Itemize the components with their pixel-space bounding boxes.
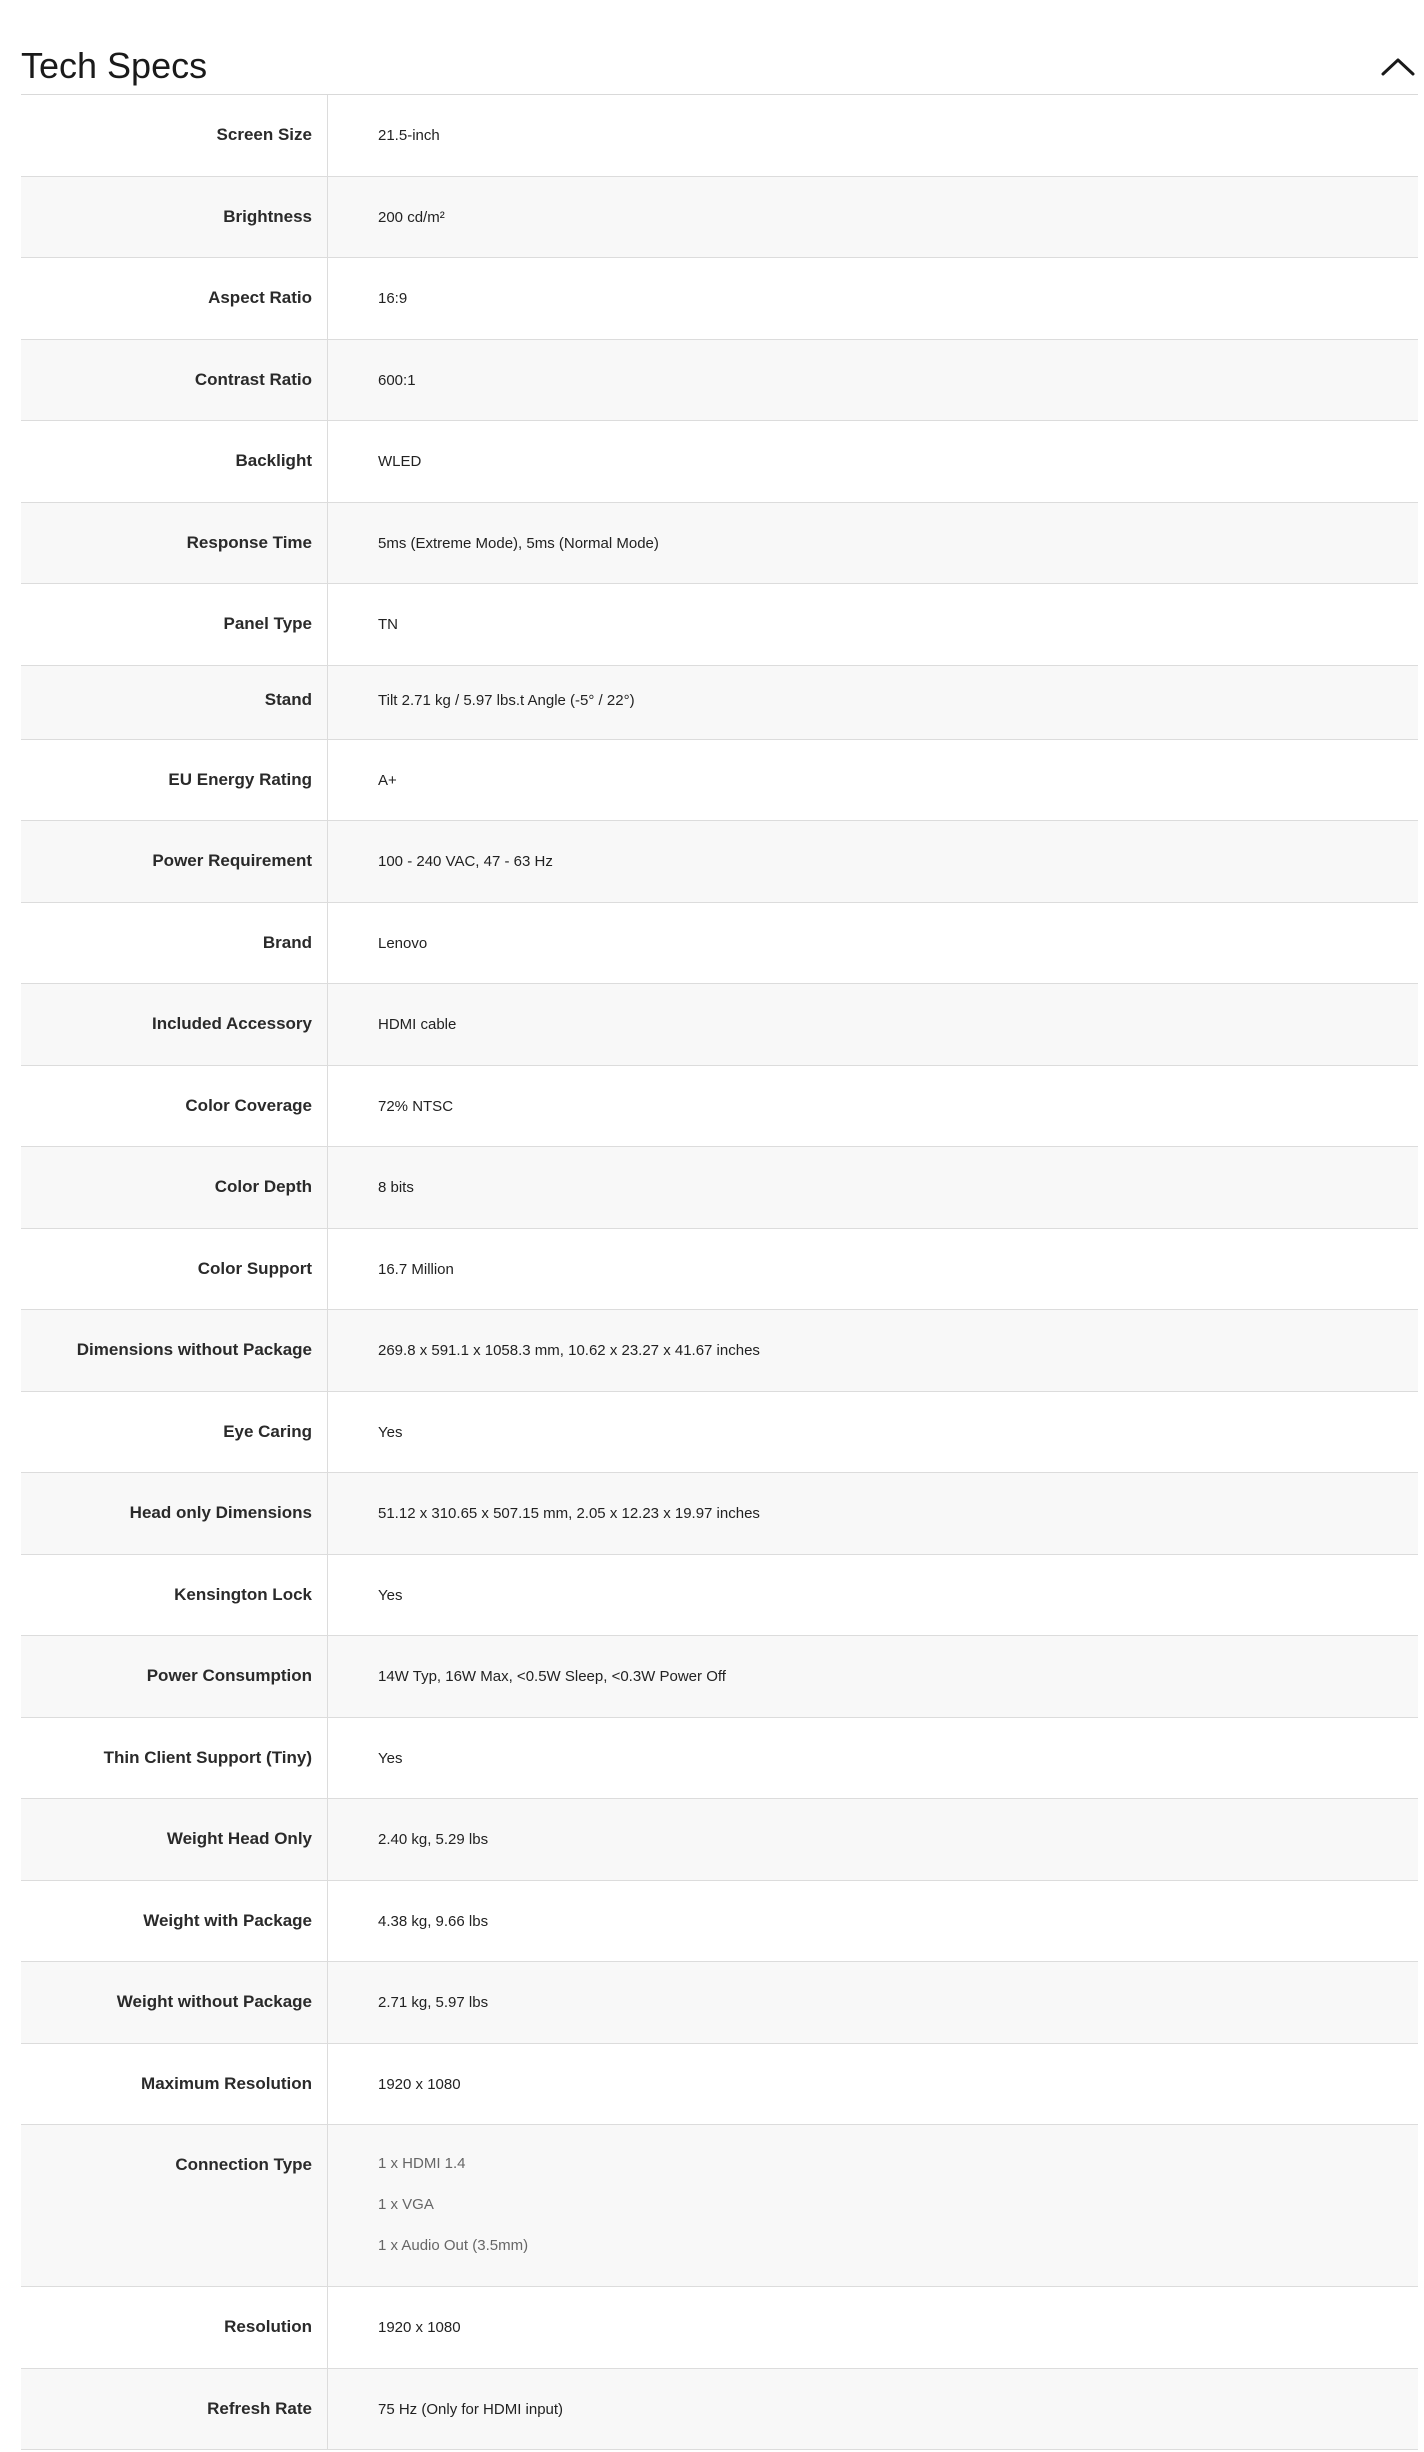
list-item: 1 x HDMI 1.4 bbox=[378, 2155, 466, 2172]
chevron-up-icon bbox=[1378, 50, 1418, 80]
spec-row bbox=[21, 177, 1418, 259]
spec-value: 200 cd/m² bbox=[378, 208, 445, 226]
spec-label: Backlight bbox=[21, 421, 328, 502]
connection-type-list bbox=[378, 2154, 1418, 2277]
spec-table bbox=[21, 95, 1418, 2450]
spec-label: Power Consumption bbox=[21, 1636, 328, 1717]
spec-label: Included Accessory bbox=[21, 984, 328, 1065]
spec-row bbox=[21, 1881, 1418, 1963]
spec-label: Weight without Package bbox=[21, 1962, 328, 2043]
spec-value: 75 Hz (Only for HDMI input) bbox=[378, 2400, 564, 2418]
spec-row bbox=[21, 1147, 1418, 1229]
spec-value: 1920 x 1080 bbox=[378, 2319, 461, 2336]
list-item: 1 x VGA bbox=[378, 2196, 434, 2213]
spec-value: 600:1 bbox=[378, 371, 416, 389]
spec-label: Brand bbox=[21, 903, 328, 984]
tech-specs-panel bbox=[21, 0, 1418, 2450]
spec-value: Tilt 2.71 kg / 5.97 lbs.t Angle (-5° / 22°) bbox=[378, 691, 635, 709]
spec-label: Kensington Lock bbox=[21, 1555, 328, 1636]
spec-value: 21.5-inch bbox=[378, 127, 440, 144]
spec-value: 72% NTSC bbox=[378, 1097, 454, 1115]
spec-value: 5ms (Extreme Mode), 5ms (Normal Mode) bbox=[378, 534, 659, 552]
spec-row bbox=[21, 1066, 1418, 1148]
spec-value-list-cell bbox=[328, 2125, 1418, 2286]
spec-value: 269.8 x 591.1 x 1058.3 mm, 10.62 x 23.27 x 41.67 inches bbox=[378, 1342, 760, 1359]
spec-row bbox=[21, 1473, 1418, 1555]
spec-label: Color Depth bbox=[21, 1147, 328, 1228]
spec-row bbox=[21, 666, 1418, 740]
spec-label: Color Coverage bbox=[21, 1066, 328, 1147]
spec-label: Resolution bbox=[21, 2287, 328, 2368]
spec-label: EU Energy Rating bbox=[21, 740, 328, 821]
spec-label: Thin Client Support (Tiny) bbox=[21, 1718, 328, 1799]
spec-row bbox=[21, 1718, 1418, 1800]
spec-row bbox=[21, 984, 1418, 1066]
spec-value: HDMI cable bbox=[378, 1016, 457, 1033]
spec-row bbox=[21, 2369, 1418, 2451]
spec-row bbox=[21, 1310, 1418, 1392]
spec-label: Stand bbox=[21, 666, 328, 739]
spec-label: Head only Dimensions bbox=[21, 1473, 328, 1554]
spec-value: Yes bbox=[378, 1749, 403, 1767]
spec-value: 16:9 bbox=[378, 290, 408, 307]
spec-row bbox=[21, 740, 1418, 822]
spec-label: Color Support bbox=[21, 1229, 328, 1310]
spec-row bbox=[21, 1962, 1418, 2044]
spec-row bbox=[21, 2125, 1418, 2287]
spec-row bbox=[21, 1555, 1418, 1637]
spec-value: 8 bits bbox=[378, 1179, 414, 1196]
spec-label: Dimensions without Package bbox=[21, 1310, 328, 1391]
spec-value: 4.38 kg, 9.66 lbs bbox=[378, 1912, 489, 1930]
spec-label: Panel Type bbox=[21, 584, 328, 665]
spec-row bbox=[21, 821, 1418, 903]
spec-row bbox=[21, 340, 1418, 422]
spec-value: 2.71 kg, 5.97 lbs bbox=[378, 1994, 489, 2011]
spec-value: WLED bbox=[378, 453, 422, 470]
spec-row bbox=[21, 584, 1418, 666]
spec-row bbox=[21, 1229, 1418, 1311]
spec-value: 2.40 kg, 5.29 lbs bbox=[378, 1831, 489, 1848]
spec-value: TN bbox=[378, 616, 398, 633]
spec-label: Response Time bbox=[21, 503, 328, 584]
spec-row bbox=[21, 2287, 1418, 2369]
spec-row bbox=[21, 1392, 1418, 1474]
spec-row bbox=[21, 95, 1418, 177]
spec-value: 16.7 Million bbox=[378, 1260, 454, 1278]
collapse-button[interactable] bbox=[1378, 50, 1418, 80]
spec-label: Aspect Ratio bbox=[21, 258, 328, 339]
spec-value: 51.12 x 310.65 x 507.15 mm, 2.05 x 12.23 x 19.97 inches bbox=[378, 1505, 760, 1522]
spec-value: 14W Typ, 16W Max, <0.5W Sleep, <0.3W Power Off bbox=[378, 1668, 726, 1685]
spec-label: Maximum Resolution bbox=[21, 2044, 328, 2125]
spec-row bbox=[21, 2044, 1418, 2126]
spec-label: Power Requirement bbox=[21, 821, 328, 902]
page-title: Tech Specs bbox=[21, 45, 208, 86]
spec-value: 1920 x 1080 bbox=[378, 2075, 461, 2093]
spec-label: Eye Caring bbox=[21, 1392, 328, 1473]
spec-value: Lenovo bbox=[378, 934, 428, 952]
spec-value: 100 - 240 VAC, 47 - 63 Hz bbox=[378, 853, 553, 870]
spec-value: Yes bbox=[378, 1586, 403, 1604]
spec-row bbox=[21, 421, 1418, 503]
spec-row bbox=[21, 1799, 1418, 1881]
spec-row bbox=[21, 1636, 1418, 1718]
spec-label: Connection Type bbox=[21, 2125, 328, 2286]
spec-row bbox=[21, 503, 1418, 585]
spec-label: Refresh Rate bbox=[21, 2369, 328, 2450]
spec-value: A+ bbox=[378, 771, 397, 789]
spec-value: Yes bbox=[378, 1423, 403, 1441]
spec-label: Weight with Package bbox=[21, 1881, 328, 1962]
spec-label: Screen Size bbox=[21, 95, 328, 176]
list-item: 1 x Audio Out (3.5mm) bbox=[378, 2237, 529, 2254]
spec-label: Brightness bbox=[21, 177, 328, 258]
spec-label: Contrast Ratio bbox=[21, 340, 328, 421]
spec-label: Weight Head Only bbox=[21, 1799, 328, 1880]
spec-row bbox=[21, 258, 1418, 340]
spec-row bbox=[21, 903, 1418, 985]
tech-specs-header[interactable] bbox=[21, 0, 1418, 95]
